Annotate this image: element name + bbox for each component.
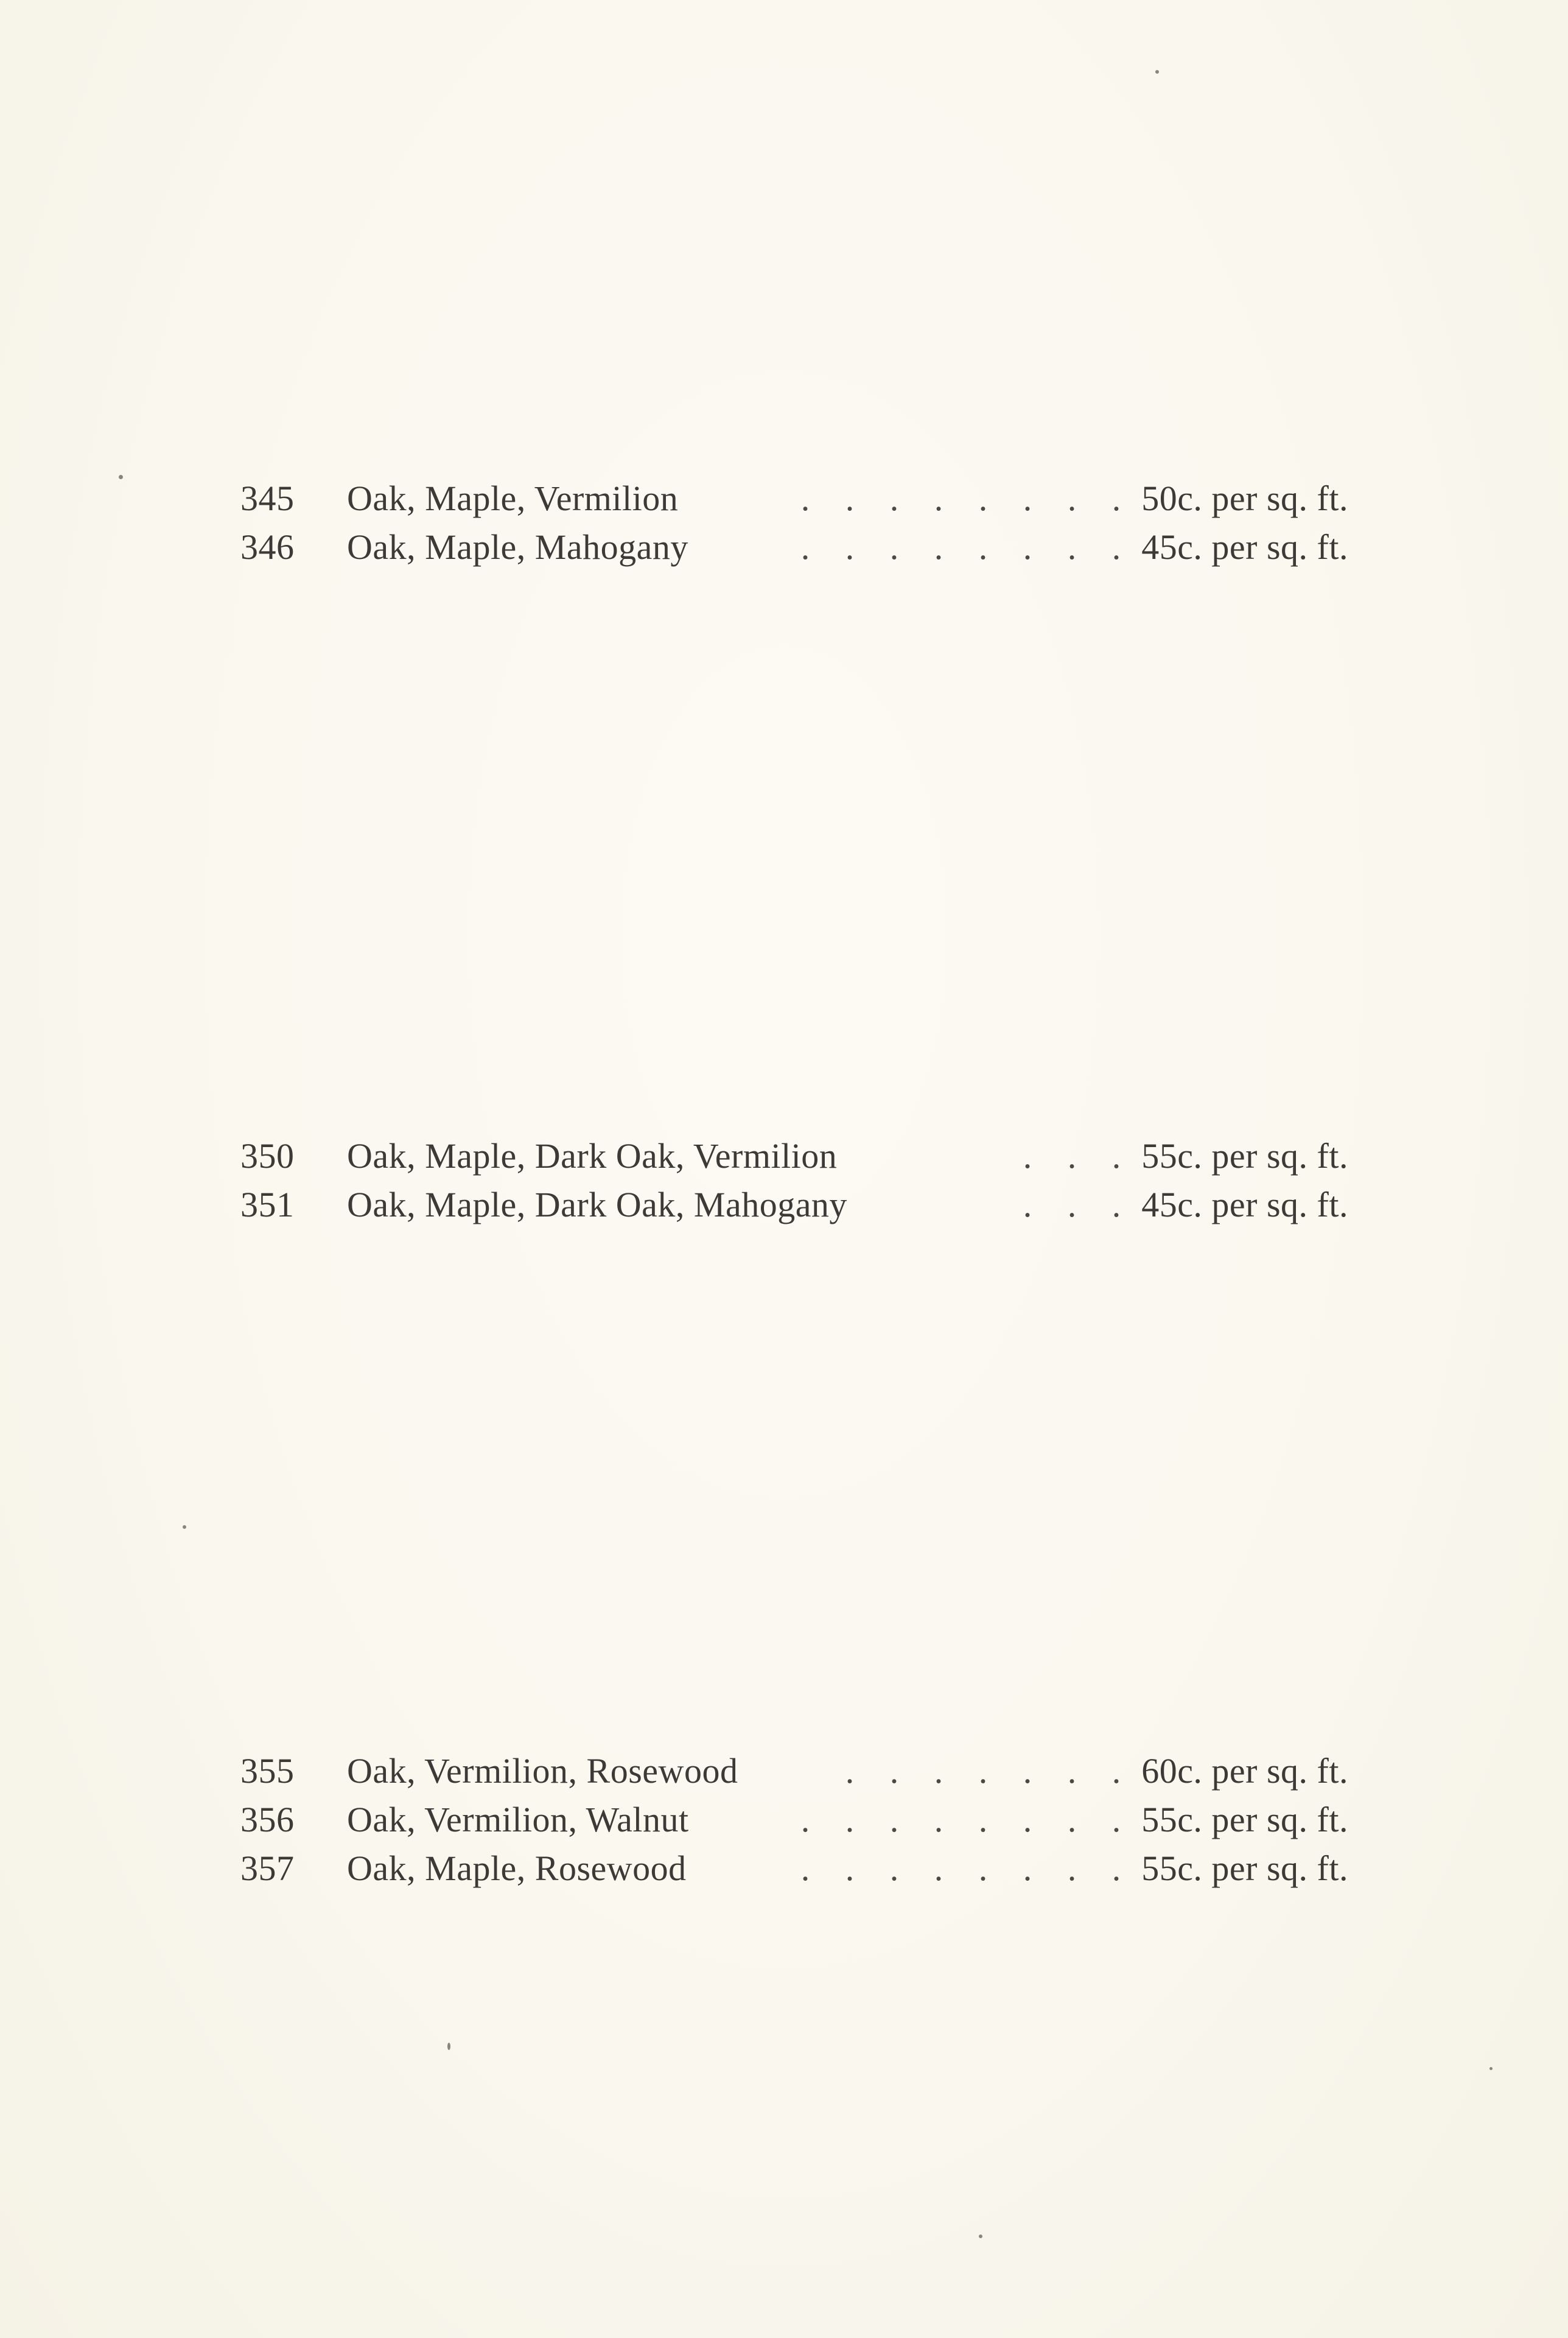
price-group-1 — [240, 478, 1348, 575]
entry-price: 45c. per sq. ft. — [1141, 1185, 1348, 1224]
dot-leader: . . . . . . . . — [800, 1848, 1135, 1888]
dot-leader: . . . . . . . — [845, 1751, 1135, 1791]
entry-description: Oak, Maple, Dark Oak, Vermilion — [347, 1136, 838, 1176]
entry-number: 350 — [240, 1136, 295, 1176]
entry-price: 50c. per sq. ft. — [1141, 479, 1348, 518]
entry-description: Oak, Vermilion, Rosewood — [347, 1751, 738, 1791]
price-group-3 — [240, 1750, 1348, 1897]
entry-number: 351 — [240, 1185, 295, 1224]
price-entry — [240, 1799, 1348, 1848]
price-entry — [240, 527, 1348, 575]
entry-number: 357 — [240, 1848, 295, 1888]
price-group-2 — [240, 1136, 1348, 1233]
paper-speck — [1155, 70, 1159, 74]
entry-price: 60c. per sq. ft. — [1141, 1751, 1348, 1791]
price-entry — [240, 1848, 1348, 1897]
price-entry — [240, 1750, 1348, 1799]
price-entry — [240, 1184, 1348, 1233]
dot-leader: . . . . . . . . — [800, 479, 1135, 518]
dot-leader: . . . . . . . . — [800, 527, 1135, 567]
entry-price: 45c. per sq. ft. — [1141, 527, 1348, 567]
paper-speck — [1489, 2067, 1493, 2070]
entry-number: 355 — [240, 1751, 295, 1791]
dot-leader: . . . — [1023, 1185, 1135, 1224]
paper-speck — [447, 2043, 450, 2050]
price-entry — [240, 478, 1348, 527]
entry-description: Oak, Maple, Rosewood — [347, 1848, 687, 1888]
paper-speck — [183, 1525, 186, 1529]
entry-number: 356 — [240, 1800, 295, 1839]
entry-number: 345 — [240, 479, 295, 518]
paper-speck — [979, 2234, 982, 2238]
entry-description: Oak, Maple, Vermilion — [347, 479, 679, 518]
entry-price: 55c. per sq. ft. — [1141, 1136, 1348, 1176]
entry-price: 55c. per sq. ft. — [1141, 1848, 1348, 1888]
entry-number: 346 — [240, 527, 295, 567]
dot-leader: . . . . . . . . — [800, 1800, 1135, 1839]
dot-leader: . . . — [1023, 1136, 1135, 1176]
price-entry — [240, 1136, 1348, 1184]
entry-price: 55c. per sq. ft. — [1141, 1800, 1348, 1839]
entry-description: Oak, Maple, Mahogany — [347, 527, 688, 567]
entry-description: Oak, Maple, Dark Oak, Mahogany — [347, 1185, 847, 1224]
entry-description: Oak, Vermilion, Walnut — [347, 1800, 689, 1839]
paper-speck — [119, 475, 123, 479]
